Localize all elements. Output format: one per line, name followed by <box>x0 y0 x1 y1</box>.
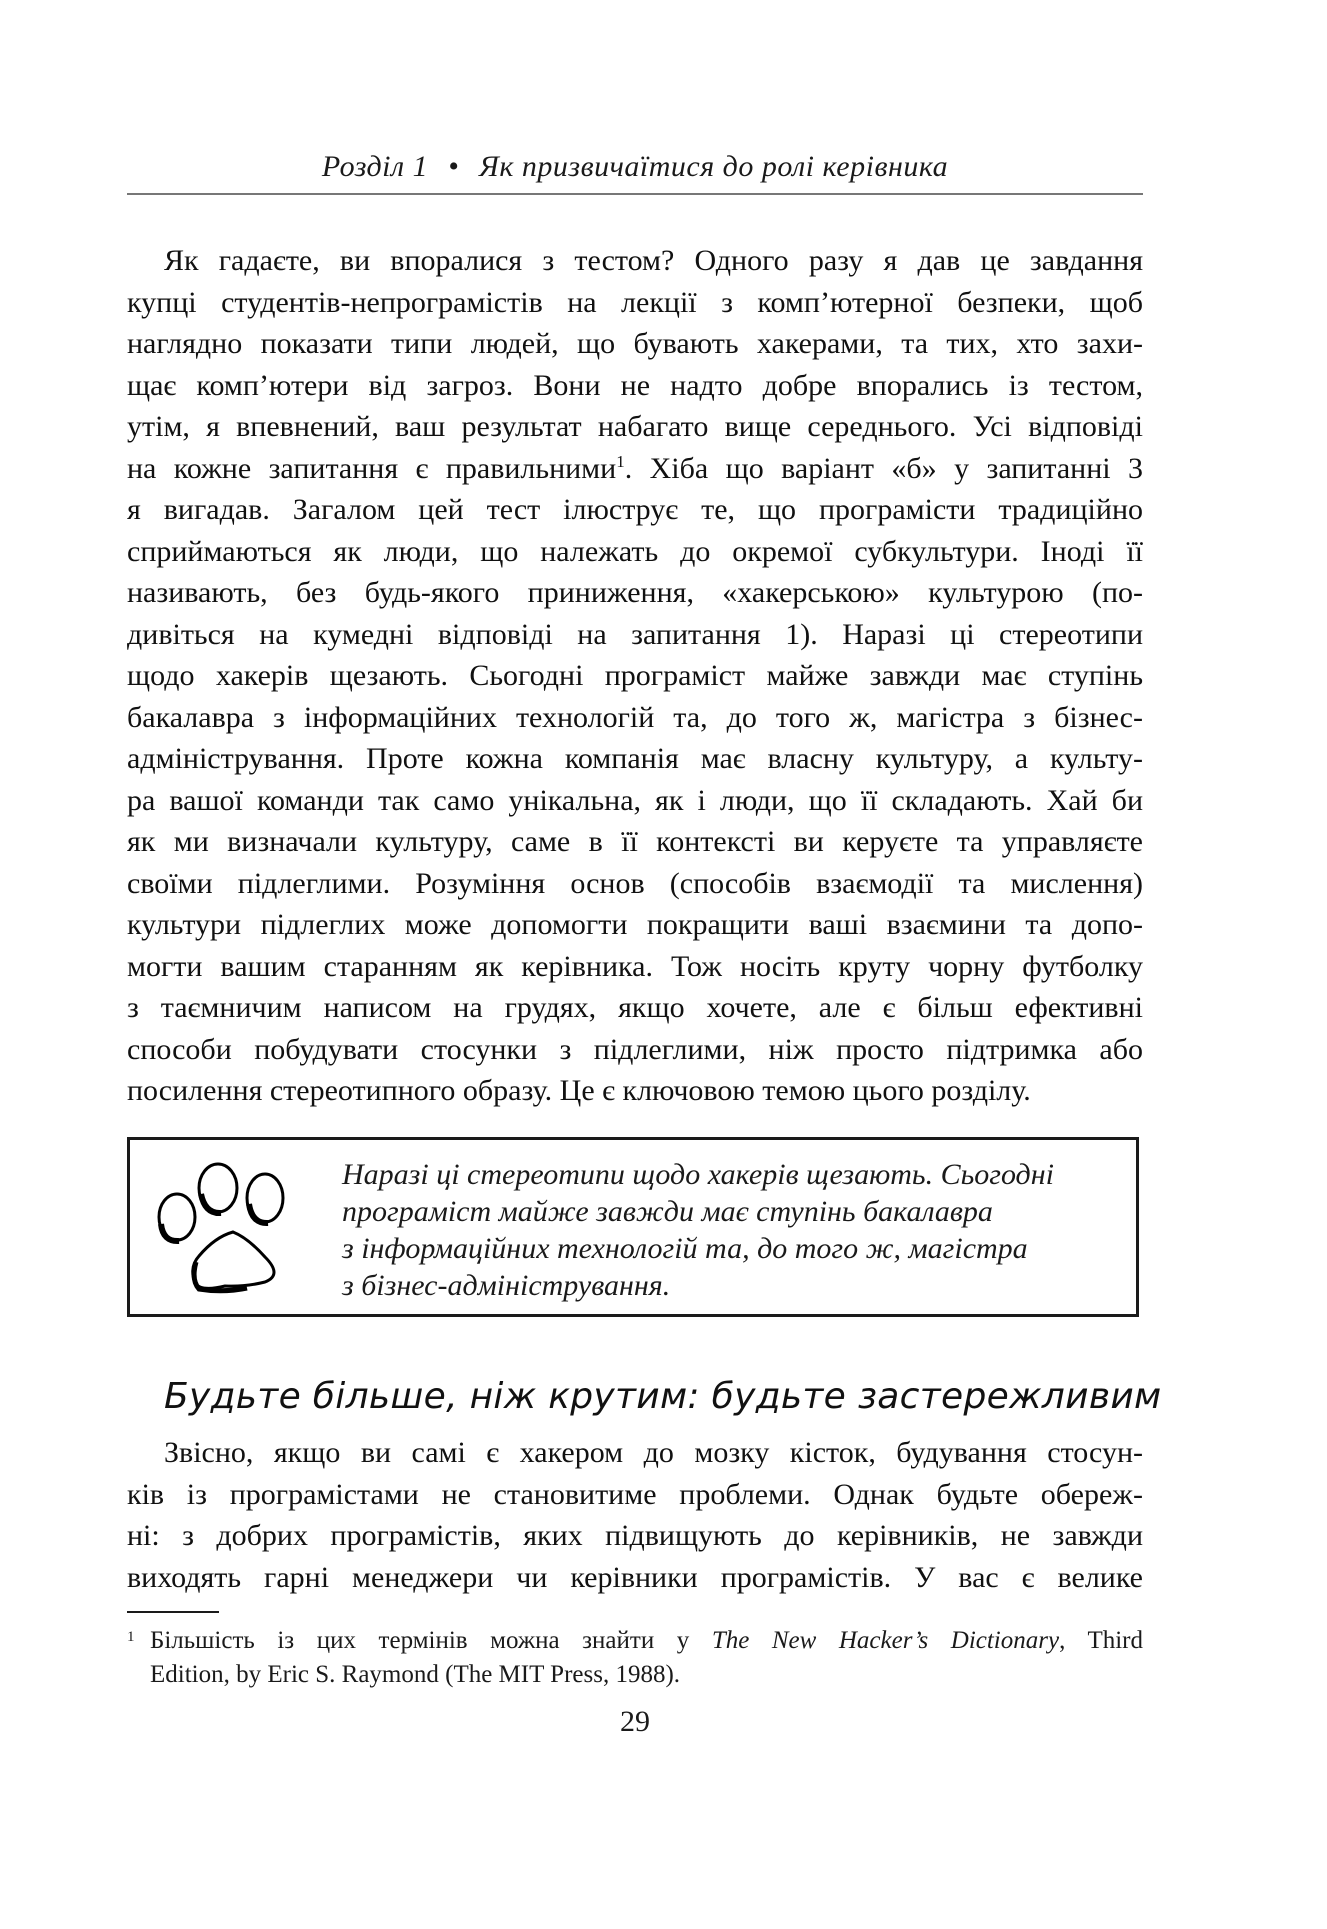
paw-print-icon <box>155 1162 305 1297</box>
footnote-text: , Third <box>1059 1627 1143 1654</box>
header-rule <box>127 193 1143 195</box>
footnote-mark: 1 <box>127 1629 135 1645</box>
text-line: щає комп’ютери від загроз. Вони не надто добре впорались із тестом, <box>127 368 1143 402</box>
text-line: способи побудувати стосунки з підлеглими, ніж просто підтримка або <box>127 1032 1143 1066</box>
callout-box <box>127 1137 1139 1317</box>
text-line: я вигадав. Загалом цей тест ілюструє те, що програмісти традиційно <box>127 493 1143 526</box>
paragraph-1 <box>127 240 1143 1112</box>
footnote-body <box>150 1624 1143 1692</box>
text-line: ків із програмістами не становитиме проблеми. Однак будьте обереж- <box>127 1477 1143 1511</box>
footnote-reference[interactable]: 1 <box>616 451 625 471</box>
text-line: адміністрування. Проте кожна компанія має власну культуру, а культу- <box>127 742 1143 775</box>
book-title: The New Hacker’s Dictionary <box>711 1627 1060 1654</box>
callout-line: програміст майже завжди має ступінь бакалавра <box>342 1195 993 1228</box>
page-number: 29 <box>620 1705 650 1738</box>
text-line: ра вашої команди так само унікальна, як і люди, що її складають. Хай би <box>127 783 1143 817</box>
text-line: своїми підлеглими. Розуміння основ (способів взаємодії та мислення) <box>127 866 1143 900</box>
footnote-line: Edition, by Eric S. Raymond (The MIT Press, 1988). <box>150 1661 681 1688</box>
text-line: ні: з добрих програмістів, яких підвищують до керівників, не завжди <box>127 1519 1143 1552</box>
text-fragment: на кожне запитання є правильними <box>127 451 617 485</box>
text-line: утім, я впевнений, ваш результат набагато вище середнього. Усі відповіді <box>127 410 1143 443</box>
text-fragment: . Хіба що варіант «б» у запитанні 3 <box>624 451 1143 485</box>
text-line: могти вашим старанням як керівника. Тож носіть круту чорну футболку <box>127 949 1143 983</box>
text-line: наглядно показати типи людей, що бувають хакерами, та тих, хто захи- <box>127 327 1143 360</box>
text-line: з таємничим написом на грудях, якщо хочете, але є більш ефективні <box>127 991 1143 1024</box>
text-line: бакалавра з інформаційних технологій та, до того ж, магістра з бізнес- <box>127 700 1143 734</box>
footnote-rule <box>127 1611 219 1613</box>
text-line: як ми визначали культуру, саме в її контексті ви керуєте та управляєте <box>127 825 1143 858</box>
text-line: Як гадаєте, ви впоралися з тестом? Одного разу я дав це завдання <box>164 244 1143 277</box>
section-heading: Будьте більше, ніж крутим: будьте застережливим <box>164 1376 1162 1417</box>
paragraph-2 <box>127 1432 1143 1598</box>
text-line: виходять гарні менеджери чи керівники програмістів. У вас є велике <box>127 1560 1143 1594</box>
text-line <box>127 448 1143 490</box>
chapter-label: Розділ 1 <box>321 150 429 183</box>
text-line: щодо хакерів щезають. Сьогодні програміст майже завжди має ступінь <box>127 659 1143 692</box>
header-separator: • <box>448 150 460 183</box>
running-header <box>127 150 1143 184</box>
text-line: купці студентів-непрограмістів на лекції з комп’ютерної безпеки, щоб <box>127 285 1143 319</box>
text-line: називають, без будь-якого приниження, «хакерською» культурою (по- <box>127 576 1143 609</box>
footnote <box>127 1624 1143 1692</box>
callout-quote <box>342 1156 1122 1304</box>
callout-line: Наразі ці стереотипи щодо хакерів щезають. Сьогодні <box>342 1158 1054 1191</box>
callout-line: з інформаційних технологій та, до того ж, магістра <box>342 1232 1028 1265</box>
text-line: Звісно, якщо ви самі є хакером до мозку кісток, будування стосун- <box>164 1436 1143 1469</box>
callout-line: з бізнес-адміністрування. <box>342 1269 671 1302</box>
text-line: культури підлеглих може допомогти покращити ваші взаємини та допо- <box>127 908 1143 941</box>
text-line: посилення стереотипного образу. Це є ключовою темою цього розділу. <box>127 1074 1031 1107</box>
text-line: сприймаються як люди, що належать до окремої субкультури. Іноді її <box>127 534 1143 568</box>
chapter-title: Як призвичаїтися до ролі керівника <box>479 150 949 183</box>
footnote-text: Більшість із цих термінів можна знайти у <box>150 1627 712 1654</box>
text-line: дивіться на кумедні відповіді на запитання 1). Наразі ці стереотипи <box>127 617 1143 651</box>
footnote-line <box>150 1624 1143 1658</box>
